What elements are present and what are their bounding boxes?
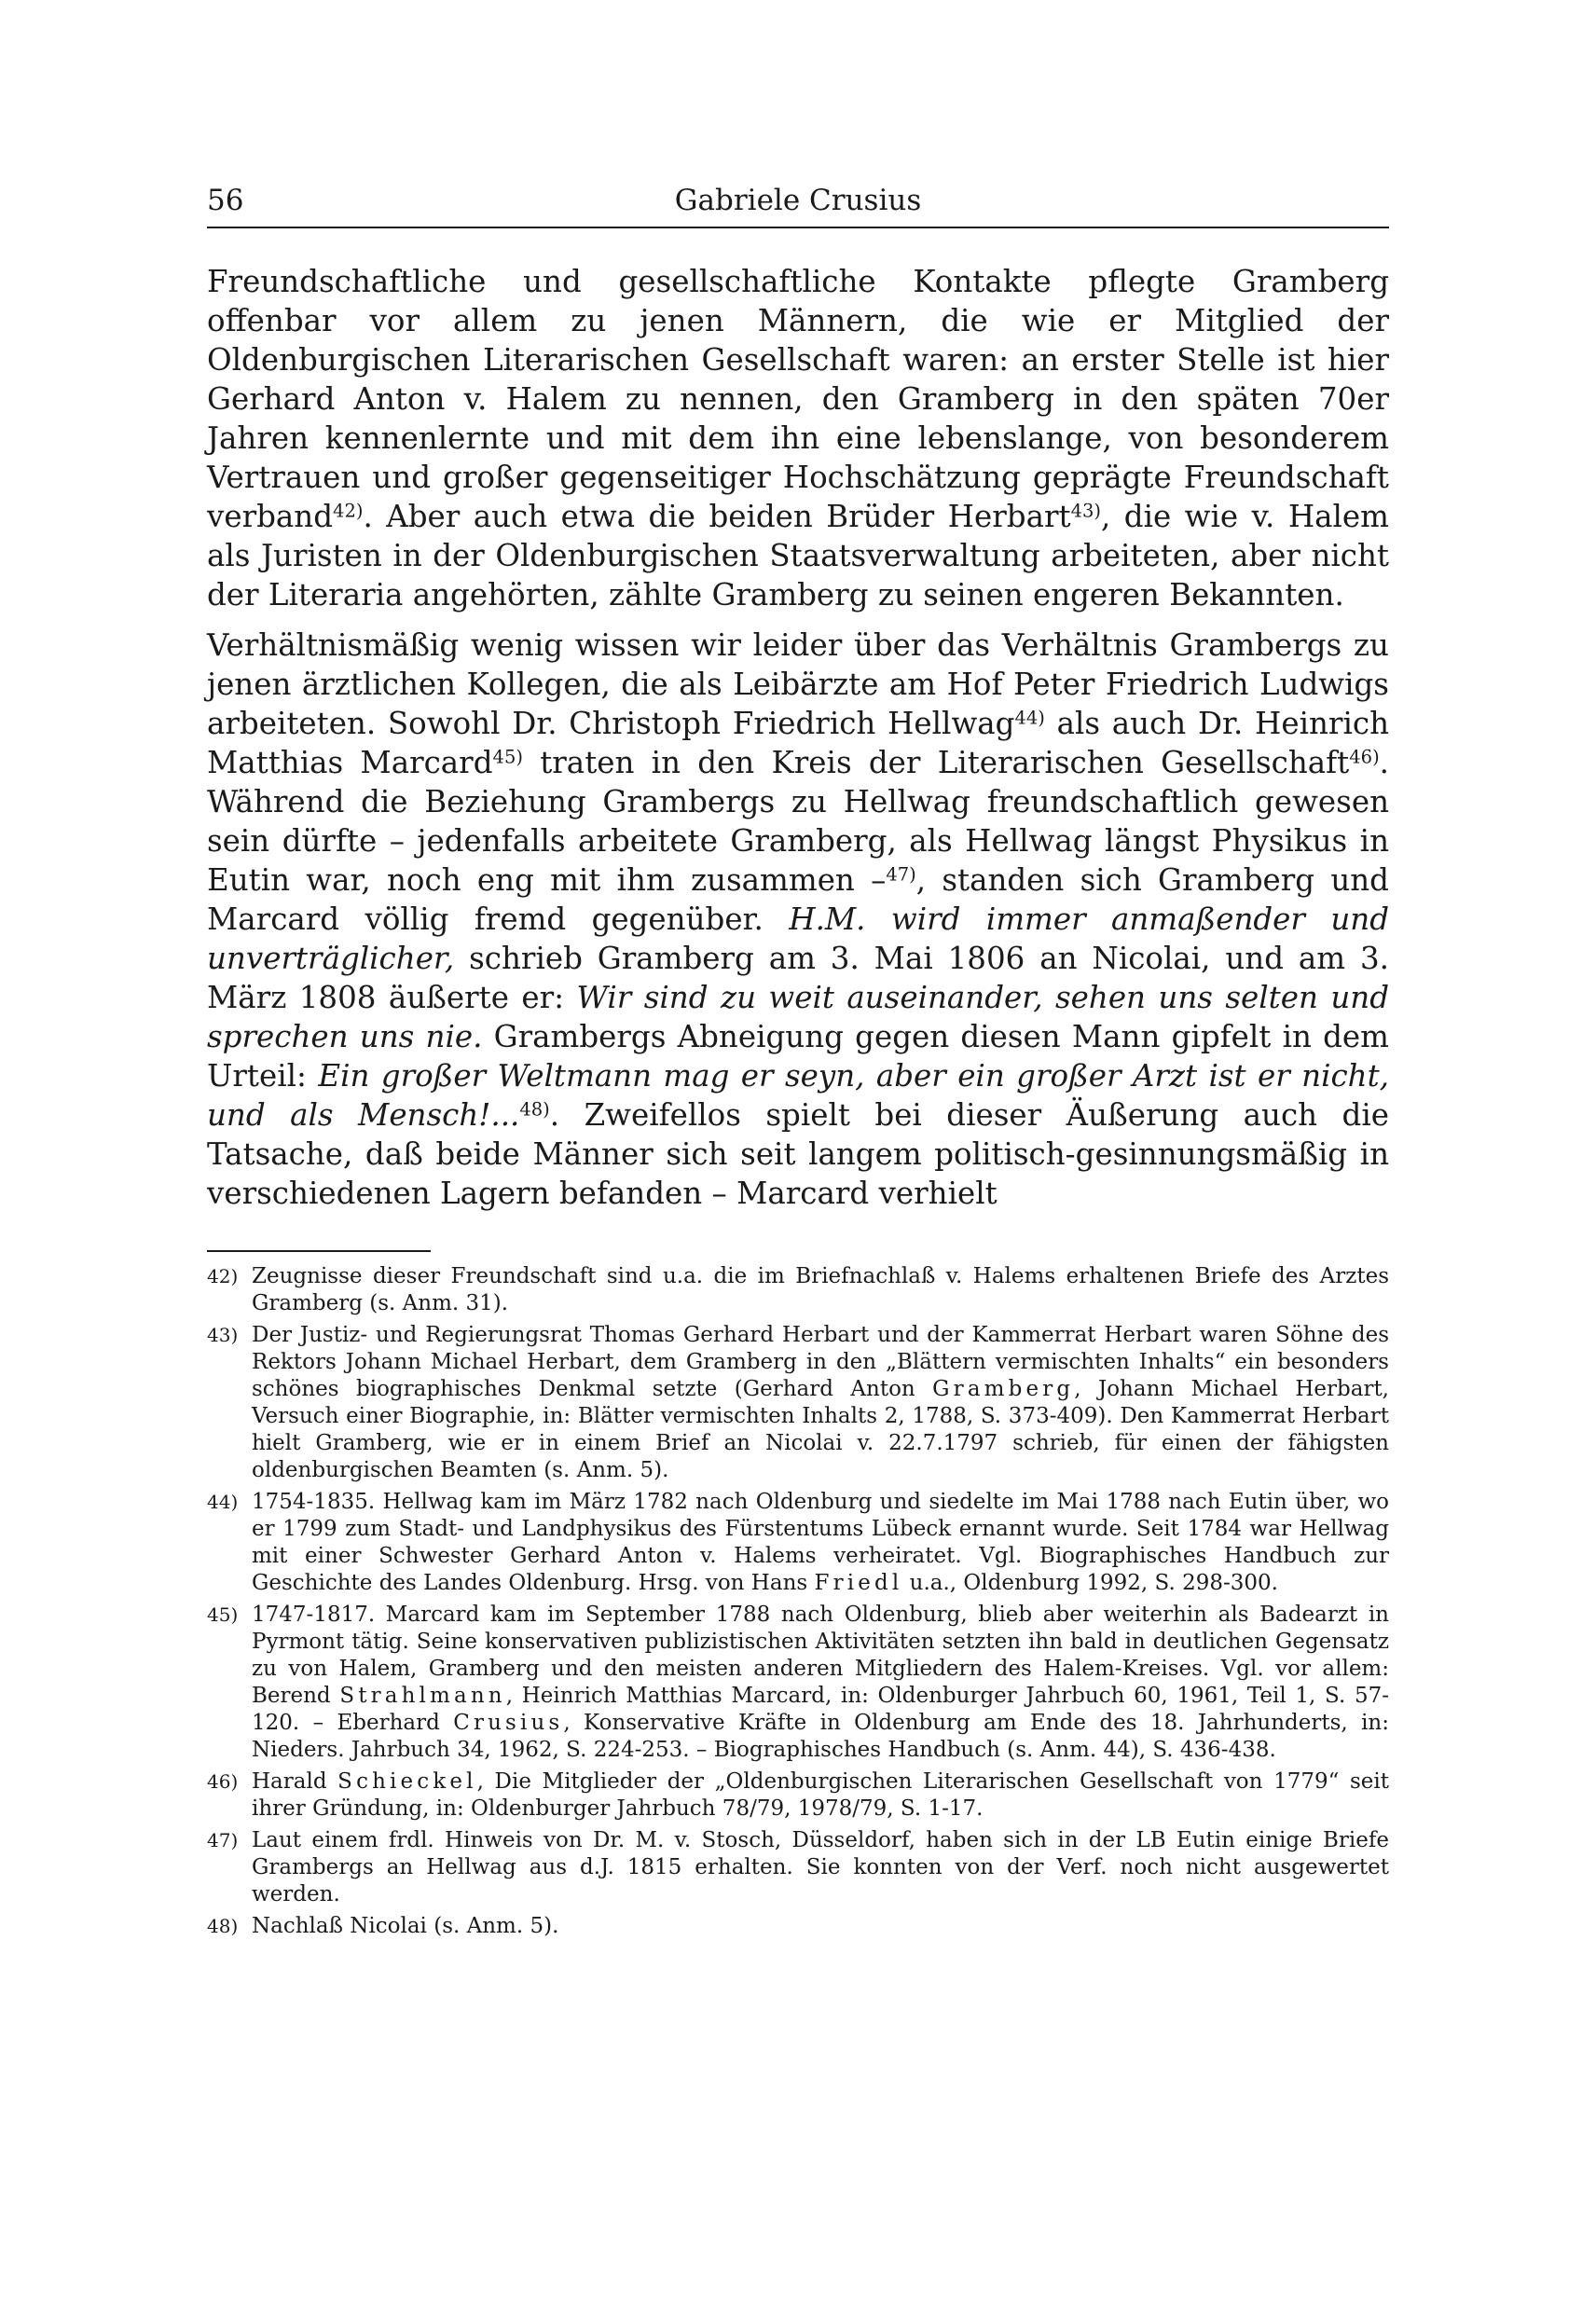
footnote-ref-44: 44) [1014, 707, 1045, 729]
footnote-45 [207, 1602, 1389, 1764]
quote-2: Wir sind zu weit auseinander, sehen uns selten und sprechen uns nie. [207, 980, 1389, 1054]
footnote-text-part: , Die Mitglieder der „Oldenburgischen Literarischen Gesellschaft von 1779“ seit ihrer Gründung, in: Oldenburger Jahrbuch 78/79, 1978/79, S. 1-17. [252, 1769, 1389, 1821]
page-number: 56 [207, 184, 244, 217]
footnote-mark: 48) [207, 1915, 239, 1937]
author-name: Crusius [453, 1711, 564, 1735]
header-rule [207, 227, 1389, 228]
footnote-ref-43: 43) [1070, 500, 1101, 522]
footnote-text [252, 1322, 1389, 1484]
footnote-48 [207, 1913, 1389, 1940]
footnote-ref-45: 45) [492, 746, 523, 768]
page-header [207, 182, 1389, 227]
footnote-text-part: , Johann Michael Herbart, Versuch einer Biographie, in: Blätter vermischten Inhalts 2, 1788, S. 373-409). Den Kammerrat Herbart hielt Gramberg, wie er in einem Brief an Nicolai v. 22.7.1797 schrieb, für einen der fähigsten oldenburgischen Beamten (s. Anm. 5). [252, 1377, 1389, 1482]
footnote-text-part: Harald [252, 1769, 338, 1794]
paragraph-2-text-4: . Während die Beziehung Grambergs zu Hellwag freundschaftlich gewesen sein dürfte – jedenfalls arbeitete Gramberg, als Hellwag längst Physikus in Eutin war, noch eng mit ihm zusammen – [207, 745, 1390, 898]
footnote-text [252, 1489, 1389, 1597]
author-name: Strahlmann [339, 1684, 506, 1708]
paragraph-2-text-6: schrieb Gramberg am 3. Mai 1806 an Nicolai, und am 3. März 1808 äußerte er: [207, 941, 1389, 1015]
paragraph-1-text-2: . Aber auch etwa die beiden Brüder Herbart [363, 499, 1071, 534]
author-name: Friedl [814, 1571, 903, 1595]
footnote-mark: 44) [207, 1491, 239, 1513]
footnote-mark: 45) [207, 1603, 239, 1626]
paragraph-2-text-3: traten in den Kreis der Literarischen Gesellschaft [522, 745, 1350, 780]
author-name: Gramberg [932, 1377, 1075, 1401]
footnote-mark: 43) [207, 1324, 239, 1346]
footnote-ref-46: 46) [1349, 746, 1380, 768]
footnote-text-part: 1747-1817. Marcard kam im September 1788 nach Oldenburg, blieb aber weiterhin als Badearzt in Pyrmont tätig. Seine konservativen publizistischen Aktivitäten setzten ihn bald in deutlichen Gegensatz zu von Halem, Gramberg und den meisten anderen Mitgliedern des Halem-Kreises. Vgl. vor allem: Berend [252, 1603, 1389, 1708]
footnote-text-part: u.a., Oldenburg 1992, S. 298-300. [902, 1571, 1278, 1595]
paragraph-2 [207, 626, 1389, 1213]
paragraph-2-text-7: Grambergs Abneigung gegen diesen Mann gipfelt in dem Urteil: [207, 1019, 1389, 1094]
quote-3: Ein großer Weltmann mag er seyn, aber ein großer Arzt ist er nicht, und als Mensch!... [207, 1058, 1389, 1133]
running-head: Gabriele Crusius [674, 184, 922, 217]
footnotes [207, 1263, 1389, 1940]
footnote-text-part: , Heinrich Matthias Marcard, in: Oldenburger Jahrbuch 60, 1961, Teil 1, S. 57-120. – Eberhard [252, 1684, 1389, 1735]
paragraph-1-text-1: Freundschaftliche und gesellschaftliche Kontakte pflegte Gramberg offenbar vor allem zu jenen Männern, die wie er Mitglied der Oldenburgischen Literarischen Gesellschaft waren: an erster Stelle ist hier Gerhard Anton v. Halem zu nennen, den Gramberg in den späten 70er Jahren kennenlernte und mit dem ihn eine lebenslange, von besonderem Vertrauen und großer gegenseitiger Hochschätzung geprägte Freundschaft verband [207, 264, 1389, 534]
footnote-text-part: 1754-1835. Hellwag kam im März 1782 nach Oldenburg und siedelte im Mai 1788 nach Eutin über, wo er 1799 zum Stadt- und Landphysikus des Fürstentums Lübeck ernannt wurde. Seit 1784 war Hellwag mit einer Schwester Gerhard Anton v. Halems verheiratet. Vgl. Biographisches Handbuch zur Geschichte des Landes Oldenburg. Hrsg. von Hans [252, 1490, 1389, 1595]
footnote-ref-42: 42) [333, 500, 364, 522]
footnote-text-part: , Konservative Kräfte in Oldenburg am Ende des 18. Jahrhunderts, in: Nieders. Jahrbuch 34, 1962, S. 224-253. – Biographisches Handbuch (s. Anm. 44), S. 436-438. [252, 1711, 1389, 1762]
footnote-mark: 47) [207, 1829, 239, 1851]
footnote-ref-48: 48) [519, 1098, 550, 1121]
footnote-46 [207, 1768, 1389, 1823]
footnote-text [252, 1602, 1389, 1764]
footnote-text-part: Der Justiz- und Regierungsrat Thomas Gerhard Herbart und der Kammerrat Herbart waren Söhne des Rektors Johann Michael Herbart, dem Gramberg in den „Blättern vermischten Inhalts“ ein besonders schönes biographisches Denkmal setzte (Gerhard Anton [252, 1323, 1389, 1401]
footnote-mark: 42) [207, 1265, 239, 1287]
footnote-text: Zeugnisse dieser Freundschaft sind u.a. die im Briefnachlaß v. Halems erhaltenen Briefe des Arztes Gramberg (s. Anm. 31). [252, 1264, 1389, 1315]
footnote-44 [207, 1489, 1389, 1597]
footnote-text [252, 1768, 1389, 1823]
main-text [207, 262, 1389, 1213]
footnote-rule [207, 1250, 431, 1252]
quote-1: H.M. wird immer anmaßender und unverträglicher, [207, 901, 1389, 976]
footnote-43 [207, 1322, 1389, 1484]
footnote-text: Nachlaß Nicolai (s. Anm. 5). [252, 1914, 559, 1938]
paragraph-1-text-3: , die wie v. Halem als Juristen in der Oldenburgischen Staatsverwaltung arbeiteten, aber nicht der Literaria angehörten, zählte Gramberg zu seinen engeren Bekannten. [207, 499, 1389, 612]
footnote-ref-47: 47) [886, 863, 916, 886]
paragraph-2-text-5: , standen sich Gramberg und Marcard völlig fremd gegenüber. [207, 862, 1389, 937]
paragraph-2-text-1: Verhältnismäßig wenig wissen wir leider über das Verhältnis Grambergs zu jenen ärztlichen Kollegen, die als Leibärzte am Hof Peter Friedrich Ludwigs arbeiteten. Sowohl Dr. Christoph Friedrich Hellwag [207, 627, 1389, 741]
footnote-text: Laut einem frdl. Hinweis von Dr. M. v. Stosch, Düsseldorf, haben sich in der LB Eutin einige Briefe Grambergs an Hellwag aus d.J. 1815 erhalten. Sie konnten von der Verf. noch nicht ausgewertet werden. [252, 1828, 1389, 1906]
paragraph-1 [207, 262, 1389, 614]
footnote-47 [207, 1827, 1389, 1908]
paragraph-2-text-8: . Zweifellos spielt bei dieser Äußerung auch die Tatsache, daß beide Männer sich seit langem politisch-gesinnungsmäßig in verschiedenen Lagern befanden – Marcard verhielt [207, 1097, 1389, 1211]
footnote-mark: 46) [207, 1770, 239, 1793]
page [207, 182, 1389, 1945]
author-name: Schieckel [337, 1769, 477, 1794]
footnote-42 [207, 1263, 1389, 1317]
paragraph-2-text-2: als auch Dr. Heinrich Matthias Marcard [207, 706, 1389, 780]
